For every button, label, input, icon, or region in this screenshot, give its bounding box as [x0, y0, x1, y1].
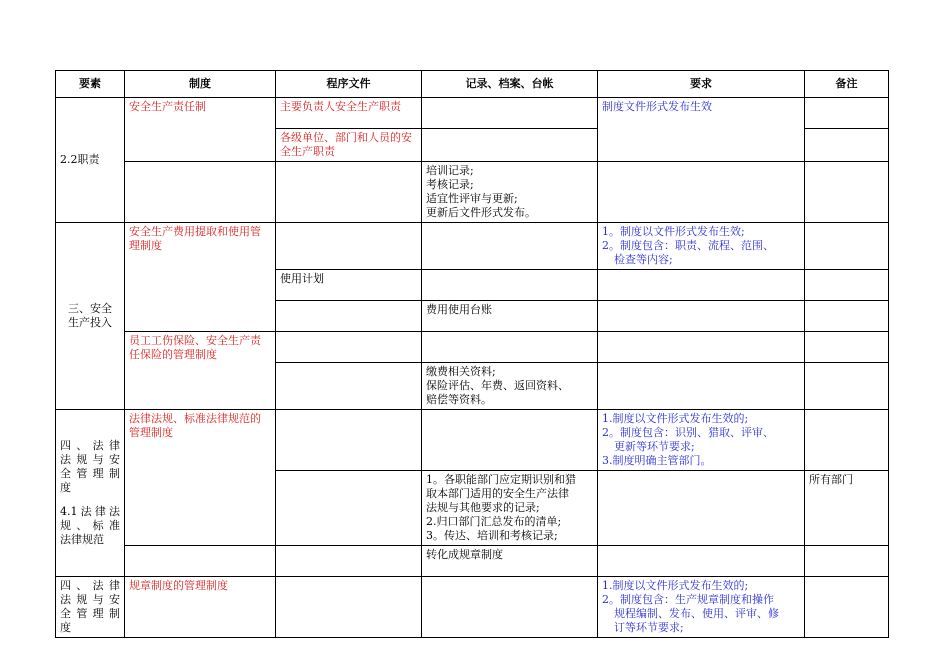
record-line: 取本部门适用的安全生产法律: [426, 487, 569, 500]
element-label: 全管理制: [60, 607, 120, 620]
requirements-cell: [598, 98, 805, 162]
requirements-cell: [598, 546, 805, 577]
header-element: 要素: [56, 71, 125, 98]
table-row: [56, 577, 889, 638]
records-cell: 费用使用台账: [422, 301, 598, 332]
records-cell: [422, 332, 598, 363]
system-cell: [125, 98, 276, 162]
element-label: 全管理制: [60, 467, 120, 480]
element-label: 度: [60, 481, 71, 494]
table-row: [56, 223, 889, 270]
element-sublabel: 规、标准: [60, 519, 120, 532]
records-cell: [422, 577, 598, 638]
requirement-text: 制度文件形式发布生效: [602, 100, 712, 113]
requirement-line: 2。制度包含：职责、流程、范围、: [602, 239, 774, 252]
records-cell: [422, 98, 598, 129]
table-row: [56, 162, 889, 223]
system-label: 法律法规、标准法律规范的管理制度: [129, 412, 261, 439]
record-line: 适宜性评审与更新;: [426, 192, 518, 205]
system-cell: [125, 577, 276, 638]
element-label: 度: [60, 621, 71, 634]
system-cell: [125, 223, 276, 332]
record-line: 赔偿等资料。: [426, 393, 492, 406]
procedure-cell: [276, 162, 422, 223]
element-label: 四、法律: [60, 579, 120, 592]
procedure-cell: [276, 223, 422, 270]
notes-cell: 所有部门: [805, 471, 889, 546]
element-label: 法规与安: [60, 453, 120, 466]
notes-cell: [805, 332, 889, 363]
records-cell: [422, 471, 598, 546]
requirement-line: 1.制度以文件形式发布生效的;: [602, 412, 749, 425]
record-line: 更新后文件形式发布。: [426, 206, 536, 219]
table-row: [56, 546, 889, 577]
requirements-cell: [598, 332, 805, 363]
notes-cell: [805, 363, 889, 410]
records-cell: [422, 363, 598, 410]
procedure-cell: 使用计划: [276, 270, 422, 301]
records-cell: [422, 410, 598, 471]
table-row: [56, 410, 889, 471]
record-line: 1。各职能部门应定期识别和猎: [426, 473, 576, 486]
requirement-line: 2。制度包含：识别、猎取、评审、: [602, 426, 774, 439]
procedure-cell: [276, 546, 422, 577]
notes-cell: [805, 410, 889, 471]
procedure-cell: [276, 332, 422, 363]
element-cell: [56, 410, 125, 577]
system-label: 安全生产责任制: [129, 100, 206, 113]
element-label: 三、安全: [68, 302, 112, 315]
notes-cell: [805, 270, 889, 301]
record-line: 2.归口部门汇总发布的清单;: [426, 515, 562, 528]
element-label: 2.2职责: [60, 153, 100, 166]
header-system: 制度: [125, 71, 276, 98]
procedure-cell: 各级单位、部门和人员的安全生产职责: [276, 129, 422, 162]
records-cell: [422, 129, 598, 162]
record-line: 保险评估、年费、返回资料、: [426, 379, 569, 392]
header-procedure: 程序文件: [276, 71, 422, 98]
requirements-cell: [598, 471, 805, 546]
header-requirements: 要求: [598, 71, 805, 98]
table-row: [56, 332, 889, 363]
procedure-cell: [276, 471, 422, 546]
requirements-cell: [598, 577, 805, 638]
system-cell: [125, 546, 276, 577]
header-records: 记录、档案、台帐: [422, 71, 598, 98]
procedure-cell: [276, 301, 422, 332]
requirement-line: 规程编制、发布、使用、评审、修: [614, 607, 779, 620]
records-cell: [422, 223, 598, 270]
record-line: 培训记录;: [426, 164, 474, 177]
notes-cell: [805, 98, 889, 129]
system-label: 安全生产费用提取和使用管理制度: [129, 225, 261, 252]
record-line: 考核记录;: [426, 178, 474, 191]
requirements-table: [55, 70, 889, 638]
procedure-cell: 主要负责人安全生产职责: [276, 98, 422, 129]
requirement-line: 订等环节要求;: [614, 621, 684, 634]
notes-cell: [805, 162, 889, 223]
element-cell: [56, 98, 125, 223]
system-label: 员工工伤保险、安全生产责任保险的管理制度: [129, 334, 261, 361]
header-notes: 备注: [805, 71, 889, 98]
notes-cell: [805, 223, 889, 270]
element-cell: [56, 577, 125, 638]
requirement-line: 3.制度明确主管部门。: [602, 454, 712, 467]
requirements-cell: [598, 270, 805, 301]
record-line: 缴费相关资料;: [426, 365, 496, 378]
notes-cell: [805, 301, 889, 332]
requirement-line: 检查等内容;: [614, 253, 673, 266]
record-line: 3。传达、培训和考核记录;: [426, 529, 558, 542]
table-header-row: [56, 71, 889, 98]
table-row: [56, 98, 889, 129]
procedure-cell: [276, 410, 422, 471]
requirements-cell: [598, 162, 805, 223]
element-label: 生产投入: [68, 316, 112, 329]
requirement-line: 1。制度以文件形式发布生效;: [602, 225, 745, 238]
records-cell: 转化成规章制度: [422, 546, 598, 577]
system-cell: [125, 410, 276, 546]
notes-cell: [805, 577, 889, 638]
records-cell: [422, 270, 598, 301]
requirements-cell: [598, 410, 805, 471]
element-label: 法规与安: [60, 593, 120, 606]
procedure-cell: [276, 363, 422, 410]
procedure-cell: [276, 577, 422, 638]
notes-cell: [805, 129, 889, 162]
requirement-line: 2。制度包含：生产规章制度和操作: [602, 593, 774, 606]
records-cell: [422, 162, 598, 223]
requirements-cell: [598, 363, 805, 410]
requirements-cell: [598, 301, 805, 332]
requirements-cell: [598, 223, 805, 270]
requirement-line: 更新等环节要求;: [614, 440, 695, 453]
record-line: 法规与其他要求的记录;: [426, 501, 540, 514]
requirement-line: 1.制度以文件形式发布生效的;: [602, 579, 749, 592]
element-cell: [56, 223, 125, 410]
system-cell: [125, 162, 276, 223]
element-sublabel: 4.1法律法: [60, 505, 120, 518]
element-sublabel: 法律规范: [60, 533, 104, 546]
notes-cell: [805, 546, 889, 577]
system-label: 规章制度的管理制度: [129, 579, 228, 592]
element-label: 四、法律: [60, 439, 120, 452]
system-cell: [125, 332, 276, 410]
